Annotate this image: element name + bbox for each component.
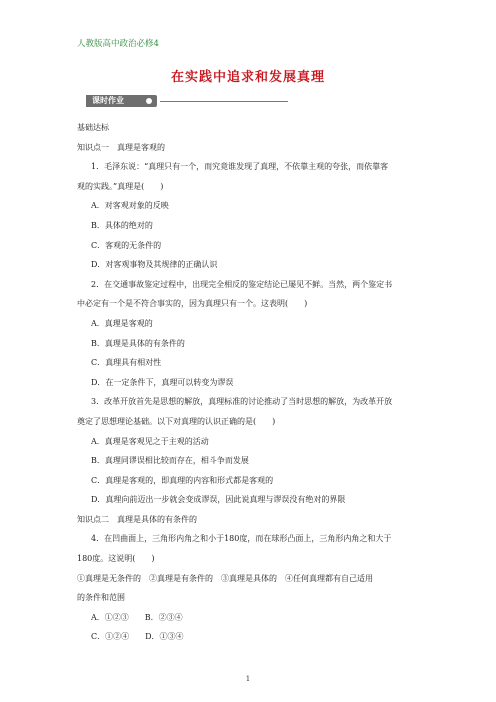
question-2-line-1: 2．在交通事故鉴定过程中，出现完全相反的鉴定结论已屡见不鲜。当然，两个鉴定书	[91, 279, 393, 289]
page-title: 在实践中追求和发展真理	[170, 70, 325, 85]
question-4-line-2: 180度。这说明( )	[77, 554, 155, 564]
question-3-option-d: D．真理向前迈出一步就会变成谬误，因此说真理与谬误没有绝对的界限	[91, 495, 346, 505]
knowledge-point-1: 知识点一 真理是客观的	[77, 142, 165, 152]
question-2-option-d: D．在一定条件下，真理可以转变为谬误	[91, 377, 234, 387]
question-3-option-b: B．真理同谬误相比较而存在，相斗争而发展	[91, 456, 249, 466]
question-4-line-4: 的条件和范围	[77, 593, 125, 603]
section-label: 课时作业	[92, 96, 124, 105]
question-2-line-2: 中必定有一个是不符合事实的，因为真理只有一个。这表明( )	[77, 299, 308, 309]
question-1-line-2: 观的实践。”真理是( )	[77, 181, 164, 191]
question-4-options-ab: A．①②③ B．②③④	[91, 612, 183, 622]
question-1-option-a: A．对客观对象的反映	[91, 201, 169, 211]
question-3-option-c: C．真理是客观的，即真理的内容和形式都是客观的	[91, 475, 274, 485]
subheading-basic: 基础达标	[77, 123, 109, 132]
question-1-option-c: C．客观的无条件的	[91, 240, 162, 250]
page-number: 1	[245, 675, 251, 683]
question-2-option-b: B．真理是具体的有条件的	[91, 338, 185, 348]
question-1-option-d: D．对客观事物及其规律的正确认识	[91, 260, 218, 270]
question-1-line-1: 1．毛泽东说：“真理只有一个，而究竟谁发现了真理，不依靠主观的夸张，而依靠客	[91, 162, 389, 172]
document-body	[77, 118, 424, 647]
question-3-line-2: 奠定了思想理论基础。以下对真理的认识正确的是( )	[77, 416, 276, 426]
question-2-option-c: C．真理具有相对性	[91, 358, 162, 368]
question-1-option-b: B．具体的绝对的	[91, 220, 153, 230]
question-4-line-1: 4．在凹曲面上，三角形内角之和小于180度，而在球形凸面上，三角形内角之和大于	[91, 534, 392, 544]
question-4-line-3: ①真理是无条件的 ②真理是有条件的 ③真理是具体的 ④任何真理都有自己适用	[77, 573, 373, 583]
question-4-options-cd: C．①②④ D．①③④	[91, 632, 184, 642]
divider	[160, 101, 288, 102]
bullet-dot-icon	[146, 98, 152, 104]
header-label: 人教版高中政治必修4	[77, 39, 159, 49]
question-2-option-a: A．真理是客观的	[91, 318, 153, 328]
question-3-line-1: 3．改革开放首先是思想的解放，真理标准的讨论推动了当时思想的解放，为改革开放	[91, 397, 393, 407]
question-3-option-a: A．真理是客观见之于主观的活动	[91, 436, 209, 446]
knowledge-point-2: 知识点二 真理是具体的有条件的	[77, 514, 197, 524]
